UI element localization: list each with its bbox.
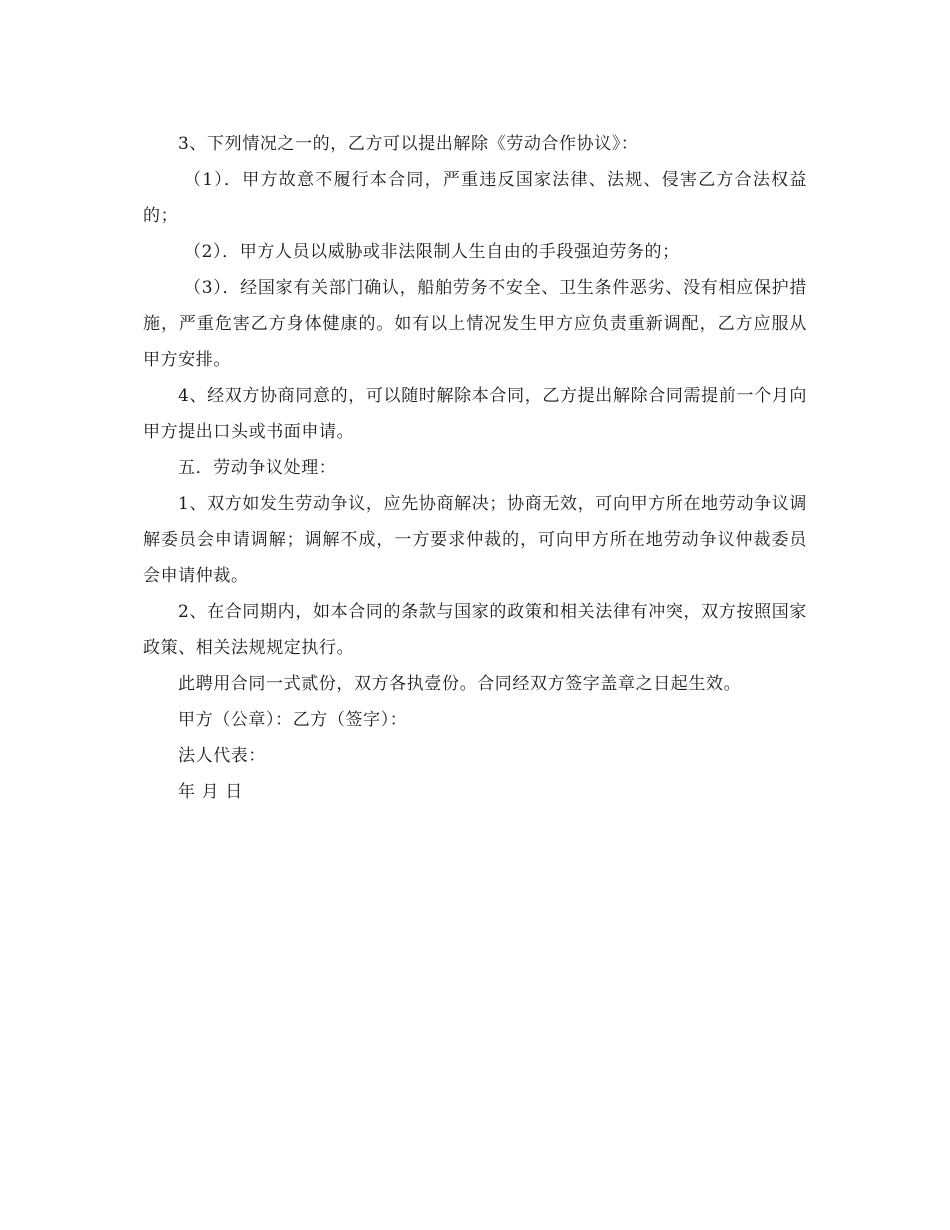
legal-representative: 法人代表：: [178, 746, 266, 766]
signature-parties: 甲方（公章）：乙方（签字）：: [178, 710, 408, 730]
clause-3-item-2: （2）．甲方人员以威胁或非法限制人生自由的手段强迫劳务的；: [184, 242, 680, 262]
document-body: [143, 126, 807, 810]
section-5-clause-2: 2、在合同期内，如本合同的条款与国家的政策和相关法律有冲突，双方按照国家政策、相关法规规定执行。: [143, 602, 807, 658]
date-line: 年 月 日: [178, 782, 243, 802]
clause-3-item-1: （1）．甲方故意不履行本合同，严重违反国家法律、法规、侵害乙方合法权益的；: [143, 170, 807, 226]
clause-4: 4、经双方协商同意的，可以随时解除本合同，乙方提出解除合同需提前一个月向甲方提出口头或书面申请。: [143, 386, 807, 442]
clause-3-intro: 3、下列情况之一的，乙方可以提出解除《劳动合作协议》：: [178, 134, 639, 154]
section-5-clause-1: 1、双方如发生劳动争议，应先协商解决；协商无效，可向甲方所在地劳动争议调解委员会申请调解；调解不成，一方要求仲裁的，可向甲方所在地劳动争议仲裁委员会申请仲裁。: [143, 494, 807, 586]
clause-3-item-3: （3）．经国家有关部门确认，船舶劳务不安全、卫生条件恶劣、没有相应保护措施，严重危害乙方身体健康的。如有以上情况发生甲方应负责重新调配，乙方应服从甲方安排。: [143, 278, 807, 370]
section-5-heading: 五．劳动争议处理：: [178, 458, 337, 478]
copies-statement: 此聘用合同一式贰份，双方各执壹份。合同经双方签字盖章之日起生效。: [178, 674, 742, 694]
